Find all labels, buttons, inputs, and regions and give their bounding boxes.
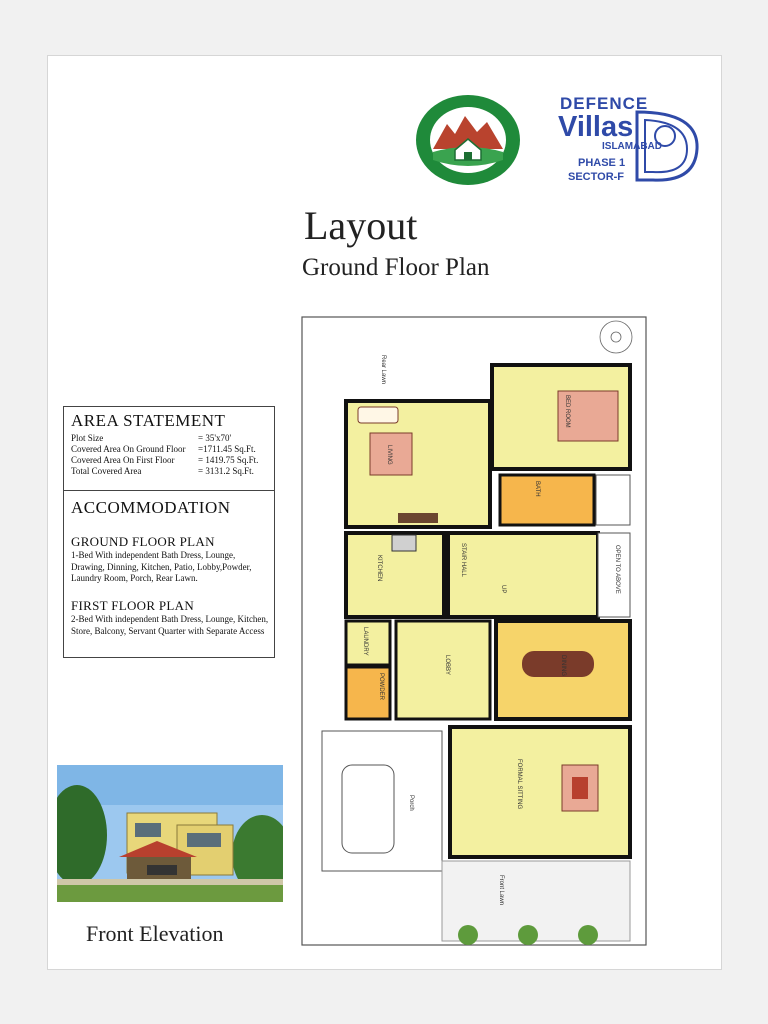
area-row-value: = 1419.75 Sq.Ft. (198, 455, 259, 465)
page-title: Layout (304, 203, 418, 248)
area-row-value: =1711.45 Sq.Ft. (198, 444, 256, 454)
area-row-label: Covered Area On First Floor (71, 455, 175, 465)
area-statement-heading: AREA STATEMENT (71, 411, 226, 430)
label-kitchen: KITCHEN (376, 555, 382, 582)
villas-logo-line1: DEFENCE (560, 94, 649, 113)
label-lobby: LOBBY (444, 655, 450, 676)
ground-floor-plan-title: GROUND FLOOR PLAN (71, 534, 215, 549)
first-floor-plan-title: FIRST FLOOR PLAN (71, 598, 195, 613)
label-rear-lawn: Rear Lawn (380, 355, 386, 385)
area-statement-box (63, 406, 275, 658)
label-front-lawn: Front Lawn (498, 875, 504, 906)
ground-floor-plan-text: 1-Bed With independent Bath Dress, Lounge, Drawing, Dinning, Kitchen, Patio, Lobby,Powder, Laundry Room, Porch, Rear Lawn. (71, 550, 252, 583)
label-formal-sitting: FORMAL SITTING (516, 759, 522, 810)
divider (64, 490, 274, 491)
label-laundry: LAUNDRY (362, 627, 368, 656)
label-bath: BATH (534, 481, 540, 497)
label-living: LIVING (386, 445, 392, 465)
label-dining: DINING (560, 655, 566, 676)
front-elevation-photo (57, 765, 283, 902)
area-row-value: = 35'x70' (198, 433, 232, 443)
label-porch: Porch (408, 795, 414, 811)
dha-logo (415, 94, 521, 186)
accommodation-heading: ACCOMMODATION (71, 498, 231, 517)
villas-logo-line4: PHASE 1 (578, 157, 626, 169)
area-row-value: = 3131.2 Sq.Ft. (198, 466, 254, 476)
front-elevation-caption: Front Elevation (86, 921, 224, 946)
first-floor-plan-text: 2-Bed With independent Bath Dress, Lounge, Kitchen, Store, Balcony, Servant Quarter with Separate Access (71, 614, 269, 636)
label-powder: POWDER (378, 673, 384, 700)
ground-floor-plan-drawing (300, 315, 648, 947)
villas-logo-line2: Villas (558, 111, 634, 143)
area-row-label: Total Covered Area (71, 466, 142, 476)
villas-logo-line3: ISLAMABAD (602, 141, 662, 152)
area-row-label: Covered Area On Ground Floor (71, 444, 186, 454)
area-row-label: Plot Size (71, 433, 104, 443)
label-bed-room: BED ROOM (564, 395, 570, 428)
villas-logo-line5: SECTOR-F (568, 171, 625, 183)
label-open-to-above: OPEN TO ABOVE (614, 545, 620, 594)
page-subtitle: Ground Floor Plan (302, 254, 490, 281)
label-up: UP (500, 585, 506, 594)
label-stair-hall: STAIR HALL (460, 543, 466, 577)
